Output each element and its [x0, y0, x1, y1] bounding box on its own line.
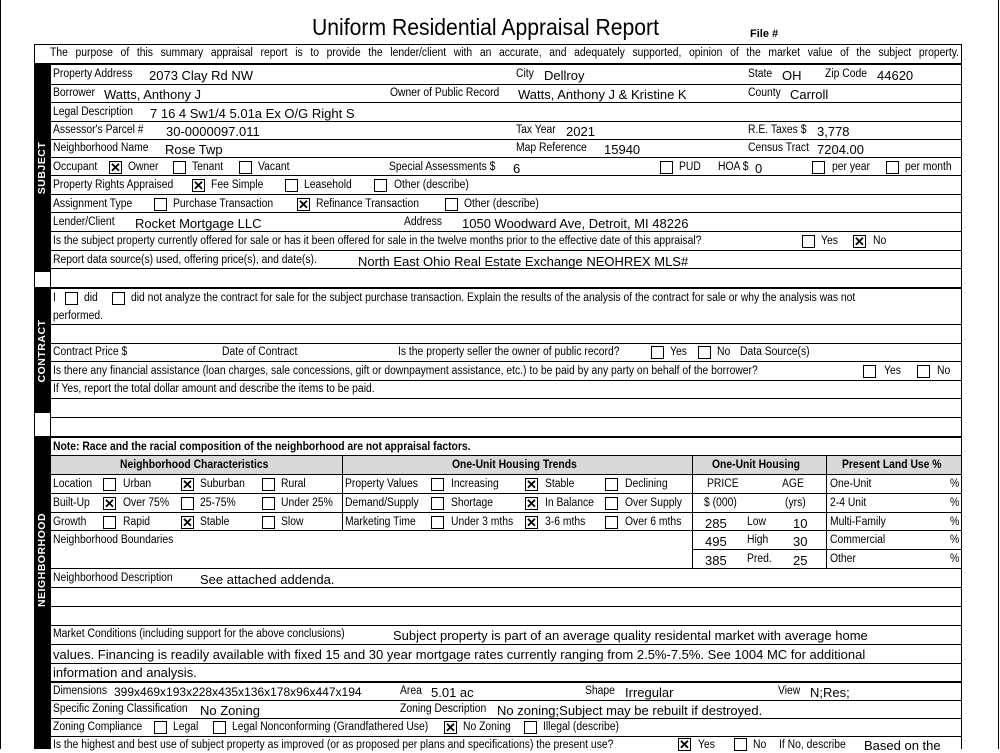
borrower-value[interactable]: Watts, Anthony J	[104, 87, 202, 102]
col-line	[342, 456, 343, 530]
one-unit-housing-header: One-Unit Housing	[712, 459, 800, 471]
pct-sign: %	[950, 478, 960, 490]
pv-stable-label: Stable	[545, 478, 575, 490]
county-value[interactable]: Carroll	[790, 87, 829, 102]
col-line	[692, 456, 693, 568]
market-conditions-line1[interactable]: Subject property is part of an average quality residental market with average home	[393, 628, 868, 643]
growth-stable-label: Stable	[200, 516, 230, 528]
refinance-transaction-label: Refinance Transaction	[316, 198, 419, 210]
section-contract: CONTRACT	[34, 288, 50, 413]
race-note: Note: Race and the racial composition of the neighborhood are not appraisal factors.	[53, 441, 471, 453]
row-line	[50, 736, 962, 737]
hoa-per-year-label: per year	[832, 161, 870, 173]
zoning-description-value[interactable]: No zoning;Subject may be rebuilt if destroyed.	[497, 703, 763, 718]
if-yes-report-text: If Yes, report the total dollar amount and describe the items to be paid.	[53, 383, 375, 395]
row-line	[50, 84, 962, 85]
shape-value[interactable]: Irregular	[625, 685, 674, 700]
hbu-no-checkbox[interactable]	[734, 738, 747, 751]
neighborhood-name-value[interactable]: Rose Twp	[165, 142, 223, 157]
low-label: Low	[747, 516, 766, 528]
declining-checkbox[interactable]	[605, 478, 618, 491]
shape-label: Shape	[585, 685, 615, 697]
row-line	[50, 194, 962, 195]
25-75-checkbox[interactable]	[181, 497, 194, 510]
parcel-value[interactable]: 30-0000097.011	[166, 124, 260, 139]
occupant-tenant-checkbox[interactable]	[173, 161, 186, 174]
high-age-value[interactable]: 30	[793, 534, 808, 549]
pct-sign: %	[950, 516, 960, 528]
offered-yes-label: Yes	[821, 235, 838, 247]
occupant-owner-label: Owner	[128, 161, 159, 173]
seller-no-checkbox[interactable]	[698, 346, 711, 359]
neighborhood-characteristics-header: Neighborhood Characteristics	[120, 459, 269, 471]
row-line	[50, 606, 962, 607]
section-divider	[50, 64, 51, 749]
hoa-per-month-label: per month	[905, 161, 952, 173]
pct-sign: %	[950, 497, 960, 509]
lender-client-value[interactable]: Rocket Mortgage LLC	[135, 216, 262, 231]
offered-no-label: No	[873, 235, 887, 247]
assignment-type-label: Assignment Type	[53, 198, 133, 210]
row-line	[50, 380, 962, 381]
3-6-mths-checkbox[interactable]: ✕	[526, 515, 537, 530]
over-supply-checkbox[interactable]	[605, 497, 618, 510]
re-taxes-label: R.E. Taxes $	[748, 124, 807, 136]
state-value[interactable]: OH	[782, 68, 802, 83]
contract-date-label: Date of Contract	[222, 346, 298, 358]
under-3-checkbox[interactable]	[431, 516, 444, 529]
page-right-border	[998, 0, 999, 749]
occupant-owner-checkbox[interactable]: ✕	[110, 160, 121, 175]
contract-did-not-text: did not analyze the contract for sale for the subject purchase transaction. Explain the results of the analysis of the contract for sale or why the analysis was not	[131, 292, 856, 304]
seller-yes-label: Yes	[670, 346, 687, 358]
growth-label: Growth	[53, 516, 87, 528]
row-line	[50, 157, 962, 158]
seller-yes-checkbox[interactable]	[651, 346, 664, 359]
age-column-label: AGE	[782, 478, 804, 490]
contract-performed-text: performed.	[53, 310, 104, 322]
special-assessments-label: Special Assessments $	[389, 161, 496, 173]
occupant-label: Occupant	[53, 161, 98, 173]
rapid-label: Rapid	[123, 516, 151, 528]
tax-year-label: Tax Year	[516, 124, 556, 136]
row-line	[50, 568, 962, 569]
hoa-per-year-checkbox[interactable]	[812, 161, 825, 174]
present-land-use-header: Present Land Use %	[842, 459, 942, 471]
fee-simple-checkbox[interactable]: ✕	[193, 178, 204, 193]
zoning-none-checkbox[interactable]: ✕	[445, 720, 456, 735]
occupant-vacant-label: Vacant	[258, 161, 290, 173]
row-line	[50, 398, 962, 399]
pud-label: PUD	[679, 161, 701, 173]
file-number-label: File #	[750, 28, 779, 40]
census-tract-value[interactable]: 7204.00	[817, 142, 864, 157]
assistance-yes-checkbox[interactable]	[863, 365, 876, 378]
zip-label: Zip Code	[825, 68, 868, 80]
view-label: View	[778, 685, 801, 697]
hoa-per-month-checkbox[interactable]	[886, 161, 899, 174]
built-up-label: Built-Up	[53, 497, 90, 509]
seller-owner-question: Is the property seller the owner of public record?	[398, 346, 620, 358]
3-6-mths-label: 3-6 mths	[545, 516, 586, 528]
pct-sign: %	[950, 553, 960, 565]
row-line	[692, 549, 962, 550]
rights-other-checkbox[interactable]	[374, 179, 387, 192]
map-reference-value[interactable]: 15940	[604, 142, 641, 157]
city-value[interactable]: Dellroy	[544, 68, 585, 83]
assistance-yes-label: Yes	[884, 365, 901, 377]
hbu-yes-label: Yes	[698, 739, 715, 751]
row-line	[50, 625, 962, 626]
increasing-checkbox[interactable]	[431, 478, 444, 491]
area-value[interactable]: 5.01 ac	[431, 685, 474, 700]
lender-address-label: Address	[404, 216, 442, 228]
demand-supply-label: Demand/Supply	[345, 497, 419, 509]
financial-assistance-question: Is there any financial assistance (loan charges, sale concessions, gift or downpayment assistance, etc.) to be paid by any party on behalf of the borrower?	[53, 365, 758, 377]
occupant-tenant-label: Tenant	[192, 161, 224, 173]
shortage-checkbox[interactable]	[431, 497, 444, 510]
state-label: State	[748, 68, 773, 80]
zoning-none-label: No Zoning	[463, 721, 511, 733]
slow-label: Slow	[281, 516, 304, 528]
data-sources-label: Data Source(s)	[740, 346, 810, 358]
market-conditions-line3[interactable]: information and analysis.	[53, 665, 197, 680]
high-label: High	[747, 534, 769, 546]
row-line	[50, 139, 962, 140]
zoning-legal-nonconforming-checkbox[interactable]	[213, 721, 226, 734]
pred-price-value[interactable]: 385	[705, 553, 727, 568]
urban-label: Urban	[123, 478, 152, 490]
section-site	[34, 683, 50, 749]
county-label: County	[748, 87, 781, 99]
owner-record-label: Owner of Public Record	[390, 87, 500, 99]
section-neighborhood: NEIGHBORHOOD	[34, 438, 50, 682]
lender-address-value[interactable]: 1050 Woodward Ave, Detroit, MI 48226	[462, 216, 689, 231]
assistance-no-checkbox[interactable]	[917, 365, 930, 378]
zoning-classification-value[interactable]: No Zoning	[200, 703, 260, 718]
in-balance-label: In Balance	[545, 497, 594, 509]
contract-i-label: I	[53, 292, 56, 304]
census-tract-label: Census Tract	[748, 142, 809, 154]
row-line	[50, 102, 962, 103]
row-line	[50, 417, 962, 418]
owner-record-value[interactable]: Watts, Anthony J & Kristine K	[518, 87, 687, 102]
row-line	[50, 121, 962, 122]
property-address-label: Property Address	[53, 68, 133, 80]
row-line	[50, 324, 962, 325]
purpose-bottom	[34, 63, 962, 65]
zoning-compliance-label: Zoning Compliance	[53, 721, 143, 733]
property-rights-label: Property Rights Appraised	[53, 179, 174, 191]
assignment-other-label: Other (describe)	[464, 198, 539, 210]
lender-client-label: Lender/Client	[53, 216, 115, 228]
offered-yes-checkbox[interactable]	[802, 235, 815, 248]
contract-did-not-checkbox[interactable]	[112, 292, 125, 305]
one-unit-label: One-Unit	[830, 478, 872, 490]
rural-checkbox[interactable]	[262, 478, 275, 491]
zoning-classification-label: Specific Zoning Classification	[53, 703, 188, 715]
pred-label: Pred.	[747, 553, 772, 565]
pv-stable-checkbox[interactable]: ✕	[526, 477, 537, 492]
row-line	[50, 175, 962, 176]
pud-checkbox[interactable]	[660, 161, 673, 174]
page-left-border	[0, 0, 1, 749]
row-line	[50, 231, 962, 232]
urban-checkbox[interactable]	[103, 478, 116, 491]
re-taxes-value[interactable]: 3,778	[817, 124, 850, 139]
contract-did-checkbox[interactable]	[65, 292, 78, 305]
refinance-transaction-checkbox[interactable]: ✕	[298, 197, 309, 212]
over-75-label: Over 75%	[123, 497, 170, 509]
hoa-value[interactable]: 0	[755, 161, 763, 176]
offered-no-checkbox[interactable]: ✕	[854, 234, 865, 249]
dimensions-label: Dimensions	[53, 685, 108, 697]
assistance-no-label: No	[937, 365, 951, 377]
marketing-time-label: Marketing Time	[345, 516, 416, 528]
rapid-checkbox[interactable]	[103, 516, 116, 529]
high-price-value[interactable]: 495	[705, 534, 727, 549]
section-line	[34, 436, 962, 438]
under-25-label: Under 25%	[281, 497, 333, 509]
multi-family-label: Multi-Family	[830, 516, 886, 528]
tax-year-value[interactable]: 2021	[566, 124, 595, 139]
growth-stable-checkbox[interactable]: ✕	[182, 515, 193, 530]
col-line	[826, 456, 827, 568]
rights-other-label: Other (describe)	[394, 179, 469, 191]
zoning-illegal-label: Illegal (describe)	[543, 721, 619, 733]
contract-price-label: Contract Price $	[53, 346, 128, 358]
age-unit-label: (yrs)	[785, 497, 806, 509]
purchase-transaction-label: Purchase Transaction	[173, 198, 274, 210]
leasehold-label: Leasehold	[304, 179, 352, 191]
zoning-legal-checkbox[interactable]	[154, 721, 167, 734]
map-reference-label: Map Reference	[516, 142, 587, 154]
two-four-unit-label: 2-4 Unit	[830, 497, 867, 509]
property-values-label: Property Values	[345, 478, 418, 490]
hbu-no-label: No	[753, 739, 767, 751]
boundaries-label: Neighborhood Boundaries	[53, 534, 174, 546]
purchase-transaction-checkbox[interactable]	[154, 198, 167, 211]
section-subject: SUBJECT	[34, 64, 50, 272]
zoning-illegal-checkbox[interactable]	[524, 721, 537, 734]
parcel-label: Assessor's Parcel #	[53, 124, 144, 136]
zoning-description-label: Zoning Description	[400, 703, 487, 715]
declining-label: Declining	[625, 478, 668, 490]
price-column-label: PRICE	[707, 478, 739, 490]
zoning-legal-label: Legal	[173, 721, 199, 733]
25-75-label: 25-75%	[200, 497, 236, 509]
rural-label: Rural	[281, 478, 306, 490]
suburban-label: Suburban	[200, 478, 245, 490]
neighborhood-description-value[interactable]: See attached addenda.	[200, 572, 335, 587]
over-supply-label: Over Supply	[625, 497, 682, 509]
market-conditions-line2[interactable]: values. Financing is readily available with fixed 15 and 30 year mortgage rates currently ranging from 2.5%-7.5%. See 1004 MC for additional	[53, 647, 866, 662]
zoning-legal-nonconforming-label: Legal Nonconforming (Grandfathered Use)	[232, 721, 429, 733]
neighborhood-name-label: Neighborhood Name	[53, 142, 149, 154]
row-line	[50, 587, 962, 588]
legal-description-value[interactable]: 7 16 4 Sw1/4 5.01a Ex O/G Right S	[150, 106, 355, 121]
assignment-other-checkbox[interactable]	[445, 198, 458, 211]
report-data-source-value[interactable]: North East Ohio Real Estate Exchange NEOHREX MLS#	[358, 254, 689, 269]
low-age-value[interactable]: 10	[793, 516, 808, 531]
under-3-label: Under 3 mths	[451, 516, 514, 528]
row-line	[50, 644, 962, 645]
neighborhood-description-label: Neighborhood Description	[53, 572, 173, 584]
contract-did-label: did	[84, 292, 98, 304]
report-title: Uniform Residential Appraisal Report	[312, 14, 659, 40]
fee-simple-label: Fee Simple	[211, 179, 264, 191]
borrower-label: Borrower	[53, 87, 95, 99]
purpose-statement: The purpose of this summary appraisal report is to provide the lender/client with an accurate, and adequately supported, opinion of the market value of the subject property.	[50, 47, 959, 59]
view-value[interactable]: N;Res;	[810, 685, 850, 700]
row-line	[50, 250, 962, 251]
shortage-label: Shortage	[451, 497, 494, 509]
row-line	[50, 700, 962, 701]
suburban-checkbox[interactable]: ✕	[182, 477, 193, 492]
over-6-checkbox[interactable]	[605, 516, 618, 529]
pct-sign: %	[950, 534, 960, 546]
row-line	[50, 343, 962, 344]
report-data-source-label: Report data source(s) used, offering price(s), and date(s).	[53, 254, 317, 266]
hbu-answer-value[interactable]: Based on the	[864, 738, 941, 753]
market-conditions-label: Market Conditions (including support for the above conclusions)	[53, 628, 345, 640]
pred-age-value[interactable]: 25	[793, 553, 808, 568]
property-address-value[interactable]: 2073 Clay Rd NW	[149, 68, 254, 83]
seller-no-label: No	[717, 346, 731, 358]
form-top-line	[34, 44, 962, 45]
offered-for-sale-question: Is the subject property currently offered for sale or has it been offered for sale in the twelve months prior to the effective date of this appraisal?	[53, 235, 702, 247]
over-6-label: Over 6 mths	[625, 516, 682, 528]
section-line	[34, 681, 962, 683]
in-balance-checkbox[interactable]: ✕	[526, 496, 537, 511]
row-line	[50, 663, 962, 664]
row-line	[50, 212, 962, 213]
legal-description-label: Legal Description	[53, 106, 133, 118]
dimensions-value[interactable]: 399x469x193x228x435x136x178x96x447x194	[114, 685, 362, 699]
over-75-checkbox[interactable]: ✕	[104, 496, 115, 511]
city-label: City	[516, 68, 534, 80]
hbu-if-no-label: If No, describe	[779, 739, 846, 751]
hoa-label: HOA $	[718, 161, 749, 173]
price-unit-label: $ (000)	[704, 497, 737, 509]
zip-value[interactable]: 44620	[877, 68, 914, 83]
increasing-label: Increasing	[451, 478, 499, 490]
section-line	[34, 287, 962, 289]
housing-trends-header: One-Unit Housing Trends	[452, 459, 577, 471]
commercial-label: Commercial	[830, 534, 886, 546]
occupant-vacant-checkbox[interactable]	[239, 161, 252, 174]
row-line	[50, 718, 962, 719]
under-25-checkbox[interactable]	[262, 497, 275, 510]
location-label: Location	[53, 478, 93, 490]
area-label: Area	[400, 685, 422, 697]
other-label: Other	[830, 553, 856, 565]
hbu-yes-checkbox[interactable]: ✕	[679, 737, 690, 752]
leasehold-checkbox[interactable]	[285, 179, 298, 192]
slow-checkbox[interactable]	[262, 516, 275, 529]
low-price-value[interactable]: 285	[705, 516, 727, 531]
highest-best-use-question: Is the highest and best use of subject property as improved (or as proposed per plans and specifications) the present use?	[53, 739, 614, 751]
special-assessments-value[interactable]: 6	[513, 161, 521, 176]
row-line	[50, 361, 962, 362]
